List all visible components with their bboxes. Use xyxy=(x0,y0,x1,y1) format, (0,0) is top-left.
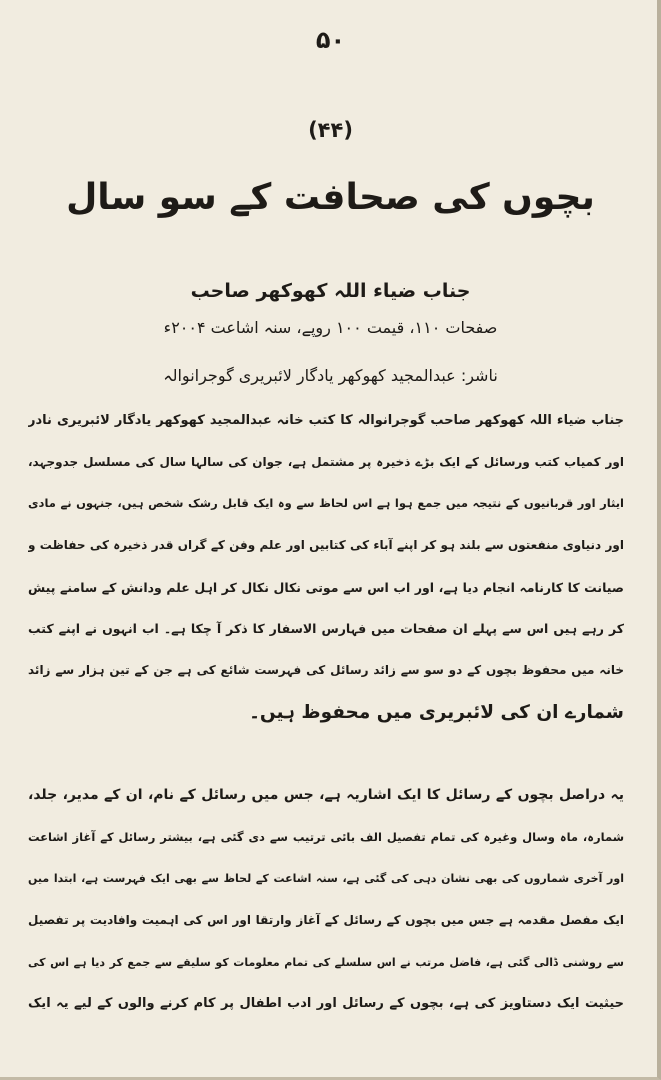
text-line: اور دنیاوی منفعتوں سے بلند ہو کر اپنے آباء کی کتابیں اور علم وفن کے گراں قدر ذخیرہ کی حفاظت و xyxy=(28,538,624,553)
text-line: کر رہے ہیں اس سے پہلے ان صفحات میں فہارس الاسفار کا ذکر آ چکا ہے۔ اب انہوں نے اپنے کتب xyxy=(28,621,624,637)
paragraph-1 xyxy=(28,400,624,734)
text-line: شمارہ، ماہ وسال وغیرہ کی تمام تفصیل الف بائی ترتیب سے دی گئی ہے، بیشتر رسائل کے آغاز اشاعت xyxy=(28,829,624,844)
text-line: حیثیت ایک دستاویز کی ہے، بچوں کے رسائل اور ادب اطفال پر کام کرنے والوں کے لیے یہ ایک xyxy=(28,996,624,1012)
page-number: ۵۰ xyxy=(315,26,346,54)
text-line: اور کمیاب کتب ورسائل کے ایک بڑے ذخیرہ پر مشتمل ہے، جوان کی سالہا سال کی مسلسل جدوجہد، xyxy=(28,454,624,469)
page-title: بچوں کی صحافت کے سو سال xyxy=(66,177,595,218)
text-line: ایثار اور قربانیوں کے نتیجہ میں جمع ہوا ہے اس لحاظ سے وہ ایک قابل رشک شخص ہیں، جنہوں نے مادی xyxy=(28,496,624,511)
publisher-line: ناشر: عبدالمجید کھوکھر یادگار لائبریری گوجرانوالہ xyxy=(163,366,498,385)
paragraph-2 xyxy=(28,775,624,1025)
text-line: سے روشنی ڈالی گئی ہے، فاضل مرتب نے اس سلسلے کی تمام معلومات کو سلیقے سے جمع کر دیا ہے اس کی xyxy=(28,955,624,969)
book-meta: صفحات ۱۱۰، قیمت ۱۰۰ روپے، سنہ اشاعت ۲۰۰۴ء xyxy=(163,318,498,337)
text-line: شمارے ان کی لائبریری میں محفوظ ہیں۔ xyxy=(249,701,624,723)
text-line: خانہ میں محفوظ بچوں کے دو سو سے زائد رسائل کی فہرست شائع کی ہے جن کے تین ہزار سے زائد xyxy=(28,663,624,678)
author-line: جناب ضیاء اللہ کھوکھر صاحب xyxy=(190,280,471,302)
text-line: ایک مفصل مقدمہ ہے جس میں بچوں کے رسائل کے آغاز وارتقا اور اس کی اہمیت وافادیت پر تفصیل xyxy=(28,913,624,928)
text-line: یہ دراصل بچوں کے رسائل کا ایک اشاریہ ہے، جس میں رسائل کے نام، ان کے مدیر، جلد، xyxy=(28,787,624,803)
text-line: صیانت کا کارنامہ انجام دیا ہے، اور اب اس سے موتی نکال نکال کر اہل علم ودانش کے سامنے پیش xyxy=(28,579,624,595)
article-number: (۴۴) xyxy=(308,118,353,142)
text-line: اور آخری شماروں کی بھی نشان دہی کی گئی ہے، سنہ اشاعت کے لحاظ سے بھی ایک فہرست ہے، ابتدا میں xyxy=(28,872,624,886)
text-line: جناب ضیاء اللہ کھوکھر صاحب گوجرانوالہ کا کتب خانہ عبدالمجید کھوکھر یادگار لائبریری نادر xyxy=(28,413,624,428)
